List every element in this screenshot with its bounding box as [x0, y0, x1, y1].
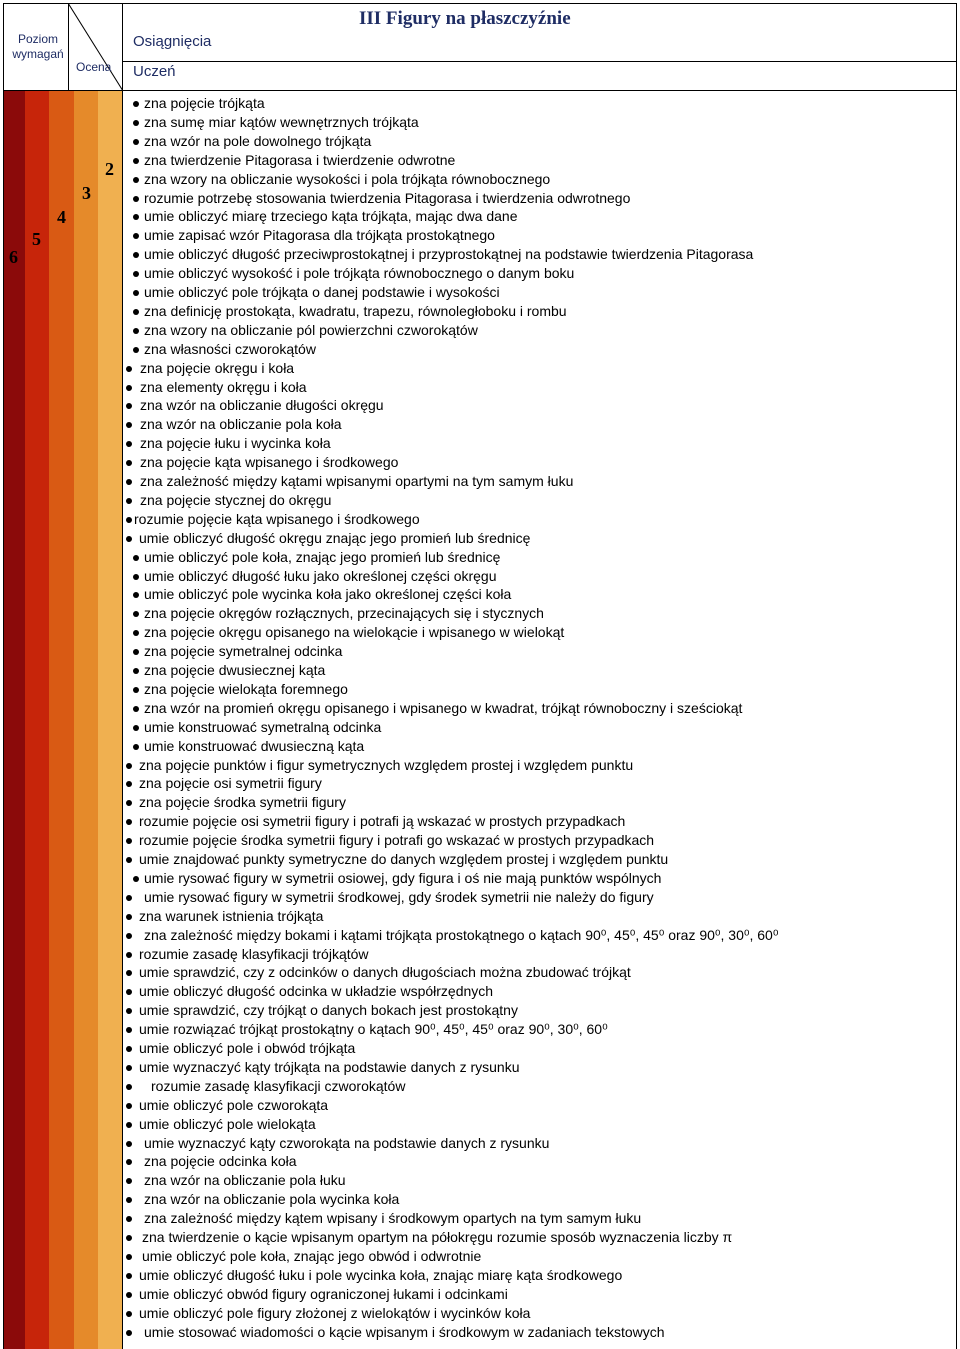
list-item-text: zna pojęcie łuku i wycinka koła — [140, 435, 331, 452]
header-right-border — [956, 3, 957, 91]
bullet-icon — [133, 574, 139, 580]
list-item-text: zna twierdzenie o kącie wpisanym opartym na półokręgu rozumie sposób wyznaczenia liczby π — [142, 1229, 733, 1245]
list-item-text: umie obliczyć miarę trzeciego kąta trójkąta, mając dwa dane — [144, 208, 518, 225]
list-item-text: zna elementy okręgu i koła — [140, 378, 307, 395]
list-item-text: umie rysować figury w symetrii osiowej, gdy figura i oś nie mają punktów wspólnych — [144, 869, 662, 886]
list-item-text: zna warunek istnienia trójkąta — [139, 907, 324, 924]
ocena-label: Ocena — [76, 60, 112, 74]
list-item-text: zna wzór na obliczanie pola koła — [140, 416, 342, 433]
bullet-icon — [126, 385, 132, 391]
bullet-icon — [133, 592, 139, 598]
level-4-number: 4 — [57, 207, 66, 227]
bullet-icon — [133, 630, 139, 636]
bullet-icon — [126, 1330, 132, 1336]
bullet-icon — [133, 555, 139, 561]
bullet-icon — [133, 271, 139, 277]
bullet-icon — [126, 781, 132, 787]
bullet-icon — [133, 347, 139, 353]
bullet-icon — [126, 1197, 132, 1203]
list-item-text: zna pojęcie okręgu opisanego na wielokącie i wpisanego w wielokąt — [144, 624, 565, 641]
bullet-icon — [133, 214, 139, 220]
bullet-icon — [133, 120, 139, 126]
list-item-text: rozumie pojęcie osi symetrii figury i potrafi ją wskazać w prostych przypadkach — [139, 813, 626, 830]
bullet-icon — [126, 1084, 132, 1090]
list-item-text: zna wzór na obliczanie pola łuku — [144, 1172, 346, 1189]
list-item-text: zna pojęcie środka symetrii figury — [139, 794, 346, 811]
header-diagonal — [68, 3, 123, 91]
list-item-text: umie obliczyć pole trójkąta o danej podstawie i wysokości — [144, 284, 500, 300]
bullet-icon — [126, 403, 132, 409]
list-item-text: umie obliczyć pole czworokąta — [139, 1096, 329, 1113]
bullet-icon — [133, 706, 139, 712]
list-item-text: zna pojęcie okręgu i koła — [140, 359, 295, 376]
bullet-icon — [126, 1046, 132, 1052]
list-item-text: umie obliczyć długość okręgu znając jego promień lub średnicę — [139, 529, 531, 546]
bullet-icon — [126, 819, 132, 825]
bullet-icon — [126, 1159, 132, 1165]
list-item-text: umie konstruować dwusieczną kąta — [144, 737, 365, 754]
bullet-icon — [126, 536, 132, 542]
list-item-text: rozumie potrzebę stosowania twierdzenia Pitagorasa i twierdzenia odwrotnego — [144, 189, 631, 206]
level-6-column — [3, 91, 25, 1349]
bullet-icon — [126, 933, 132, 939]
level-6-number: 6 — [9, 247, 18, 267]
page-title: III Figury na płaszczyźnie — [359, 8, 571, 29]
list-item-text: zna zależność między bokami i kątami trójkąta prostokątnego o kątach 90⁰, 45⁰, 45⁰ oraz 90⁰, 30⁰, 60⁰ — [144, 926, 779, 943]
bullet-icon — [126, 498, 132, 504]
list-item-text: zna twierdzenie Pitagorasa i twierdzenie odwrotne — [144, 151, 456, 168]
list-item-text: umie znajdować punkty symetryczne do danych względem prostej i względem punktu — [139, 851, 669, 867]
osiagniecia-label: Osiągnięcia — [133, 33, 212, 50]
bullet-icon — [133, 649, 139, 655]
bullet-icon — [126, 460, 132, 466]
bullet-icon — [133, 309, 139, 315]
list-item-text: rozumie zasadę klasyfikacji trójkątów — [139, 945, 369, 962]
level-3-column — [74, 91, 98, 1349]
list-item-text: umie rozwiązać trójkąt prostokątny o kątach 90⁰, 45⁰, 45⁰ oraz 90⁰, 30⁰, 60⁰ — [139, 1021, 608, 1038]
list-item-text: umie obliczyć pole wycinka koła jako określonej części koła — [144, 586, 512, 603]
list-item-text: umie wyznaczyć kąty trójkąta na podstawie danych z rysunku — [139, 1058, 520, 1075]
bullet-icon — [126, 1065, 132, 1071]
list-item-text: umie obliczyć wysokość i pole trójkąta równobocznego o danym boku — [144, 265, 575, 282]
list-item-text: zna pojęcie wielokąta foremnego — [144, 680, 348, 697]
bullet-icon — [133, 101, 139, 107]
bullet-icon — [126, 970, 132, 976]
list-item-text: zna pojęcie okręgów rozłącznych, przecinających się i stycznych — [144, 605, 544, 622]
list-item-text: umie sprawdzić, czy trójkąt o danych bokach jest prostokątny — [139, 1002, 518, 1019]
level-2-column — [98, 91, 122, 1349]
list-item-text: umie obliczyć pole koła, znając jego promień lub średnicę — [144, 548, 501, 565]
list-item-text: zna wzory na obliczanie wysokości i pola trójkąta równobocznego — [144, 170, 551, 187]
bullet-icon — [126, 1273, 132, 1279]
bullet-icon — [126, 800, 132, 806]
list-item-text: rozumie pojęcie środka symetrii figury i potrafi go wskazać w prostych przypadkach — [139, 832, 655, 849]
bullet-icon — [126, 422, 132, 428]
bullet-icon — [126, 1122, 132, 1128]
list-item-text: umie zapisać wzór Pitagorasa dla trójkąta prostokątnego — [144, 227, 495, 244]
list-item-text: zna wzór na obliczanie pola wycinka koła — [144, 1191, 400, 1208]
list-item-text: zna zależność między kątem wpisany i środkowym opartych na tym samym łuku — [144, 1210, 642, 1227]
bullet-icon — [126, 895, 132, 901]
list-item-text: umie sprawdzić, czy z odcinków o danych długościach można zbudować trójkąt — [139, 964, 631, 981]
header-divider-3 — [122, 61, 956, 62]
list-item-text: umie obliczyć pole figury złożonej z wielokątów i wycinków koła — [139, 1304, 531, 1321]
bullet-icon — [126, 479, 132, 485]
list-item-text: zna własności czworokątów — [144, 340, 316, 357]
bullet-icon — [126, 838, 132, 844]
bullet-icon — [126, 1027, 132, 1033]
bullet-icon — [133, 252, 139, 258]
list-item-text: zna zależność między kątami wpisanymi opartymi na tym samym łuku — [140, 473, 574, 489]
bullet-icon — [133, 725, 139, 731]
list-item-text: umie obliczyć długość odcinka w układzie współrzędnych — [139, 983, 494, 1000]
bullet-icon — [133, 290, 139, 296]
bullet-icon — [126, 1008, 132, 1014]
poziom-line1: Poziom — [17, 32, 58, 46]
list-item-text: umie konstruować symetralną odcinka — [144, 718, 382, 735]
list-item-text: zna wzór na promień okręgu opisanego i wpisanego w kwadrat, trójkąt równoboczny i sześciokąt — [144, 699, 743, 716]
list-item-text: umie obliczyć długość łuku i pole wycinka koła, znając miarę kąta środkowego — [139, 1266, 623, 1283]
list-item-text: zna pojęcie kąta wpisanego i środkowego — [140, 454, 399, 471]
list-item-text: umie obliczyć długość łuku jako określonej części okręgu — [144, 567, 497, 584]
list-item-text: umie obliczyć pole koła, znając jego obwód i odwrotnie — [142, 1247, 482, 1264]
bullet-icon — [133, 177, 139, 183]
level-3-number: 3 — [82, 183, 91, 203]
list-item-text: zna pojęcie trójkąta — [144, 95, 265, 111]
level-4-column — [49, 91, 74, 1349]
table-header — [3, 3, 957, 91]
bullet-icon — [133, 158, 139, 164]
bullet-icon — [126, 1141, 132, 1147]
list-item-text: zna pojęcie punktów i figur symetrycznych względem prostej i względem punktu — [139, 756, 634, 773]
bullet-icon — [126, 1103, 132, 1109]
bullet-icon — [133, 328, 139, 334]
list-item-text: zna pojęcie stycznej do okręgu — [140, 491, 332, 508]
bullet-icon — [126, 1235, 132, 1241]
list-item-text: umie obliczyć długość przeciwprostokątnej i przyprostokątnej na podstawie twierdzenia Pitagorasa — [144, 246, 754, 263]
bullet-icon — [126, 441, 132, 447]
bullet-icon — [126, 914, 132, 920]
bullet-icon — [126, 1178, 132, 1184]
list-item-text: umie rysować figury w symetrii środkowej, gdy środek symetrii nie należy do figury — [144, 888, 654, 905]
bullet-icon — [133, 876, 139, 882]
bullet-icon — [126, 1292, 132, 1298]
bullet-icon — [126, 989, 132, 995]
bullet-icon — [126, 366, 132, 372]
bullet-icon — [126, 763, 132, 769]
requirements-list — [123, 91, 957, 1349]
level-5-column — [25, 91, 49, 1349]
header-top-border — [3, 3, 957, 4]
bullet-icon — [126, 952, 132, 958]
list-item-text: zna sumę miar kątów wewnętrznych trójkąta — [144, 113, 419, 130]
bullet-icon — [133, 611, 139, 617]
bullet-icon — [133, 687, 139, 693]
list-item-text: zna wzór na pole dowolnego trójkąta — [144, 132, 372, 149]
level-5-number: 5 — [32, 229, 41, 249]
list-item-text: zna pojęcie osi symetrii figury — [139, 775, 322, 792]
list-item-text: zna pojęcie dwusiecznej kąta — [144, 662, 326, 678]
list-item-text: umie obliczyć obwód figury ograniczonej łukami i odcinkami — [139, 1285, 508, 1302]
bullet-icon — [126, 517, 132, 523]
poziom-line2: wymagań — [12, 47, 64, 61]
list-item-text: umie obliczyć pole wielokąta — [139, 1115, 316, 1132]
bullet-icon — [126, 1311, 132, 1317]
list-item-text: rozumie pojęcie kąta wpisanego i środkowego — [134, 510, 420, 527]
bullet-icon — [133, 668, 139, 674]
list-item-text: zna pojęcie symetralnej odcinka — [144, 643, 343, 660]
poziom-label — [12, 32, 64, 62]
bullet-icon — [126, 1254, 132, 1260]
list-item-text: rozumie zasadę klasyfikacji czworokątów — [151, 1077, 406, 1094]
header-left-border — [3, 3, 4, 91]
bullet-icon — [133, 744, 139, 750]
uczen-label: Uczeń — [133, 63, 176, 80]
list-item-text: zna definicję prostokąta, kwadratu, trapezu, równoległoboku i rombu — [144, 302, 567, 319]
bullet-icon — [133, 233, 139, 239]
list-item-text: umie stosować wiadomości o kącie wpisanym i środkowym w zadaniach tekstowych — [144, 1323, 665, 1340]
bullet-icon — [126, 857, 132, 863]
level-2-number: 2 — [105, 159, 114, 179]
list-item-text: zna wzór na obliczanie długości okręgu — [140, 397, 384, 414]
list-item-text: zna pojęcie odcinka koła — [144, 1153, 297, 1170]
list-item-text: zna wzory na obliczanie pól powierzchni czworokątów — [144, 321, 478, 338]
bullet-icon — [133, 139, 139, 145]
bullet-icon — [133, 196, 139, 202]
list-item-text: umie wyznaczyć kąty czworokąta na podstawie danych z rysunku — [144, 1134, 550, 1151]
left-border — [3, 91, 4, 1349]
bullet-icon — [126, 1216, 132, 1222]
list-item-text: umie obliczyć pole i obwód trójkąta — [139, 1040, 356, 1056]
